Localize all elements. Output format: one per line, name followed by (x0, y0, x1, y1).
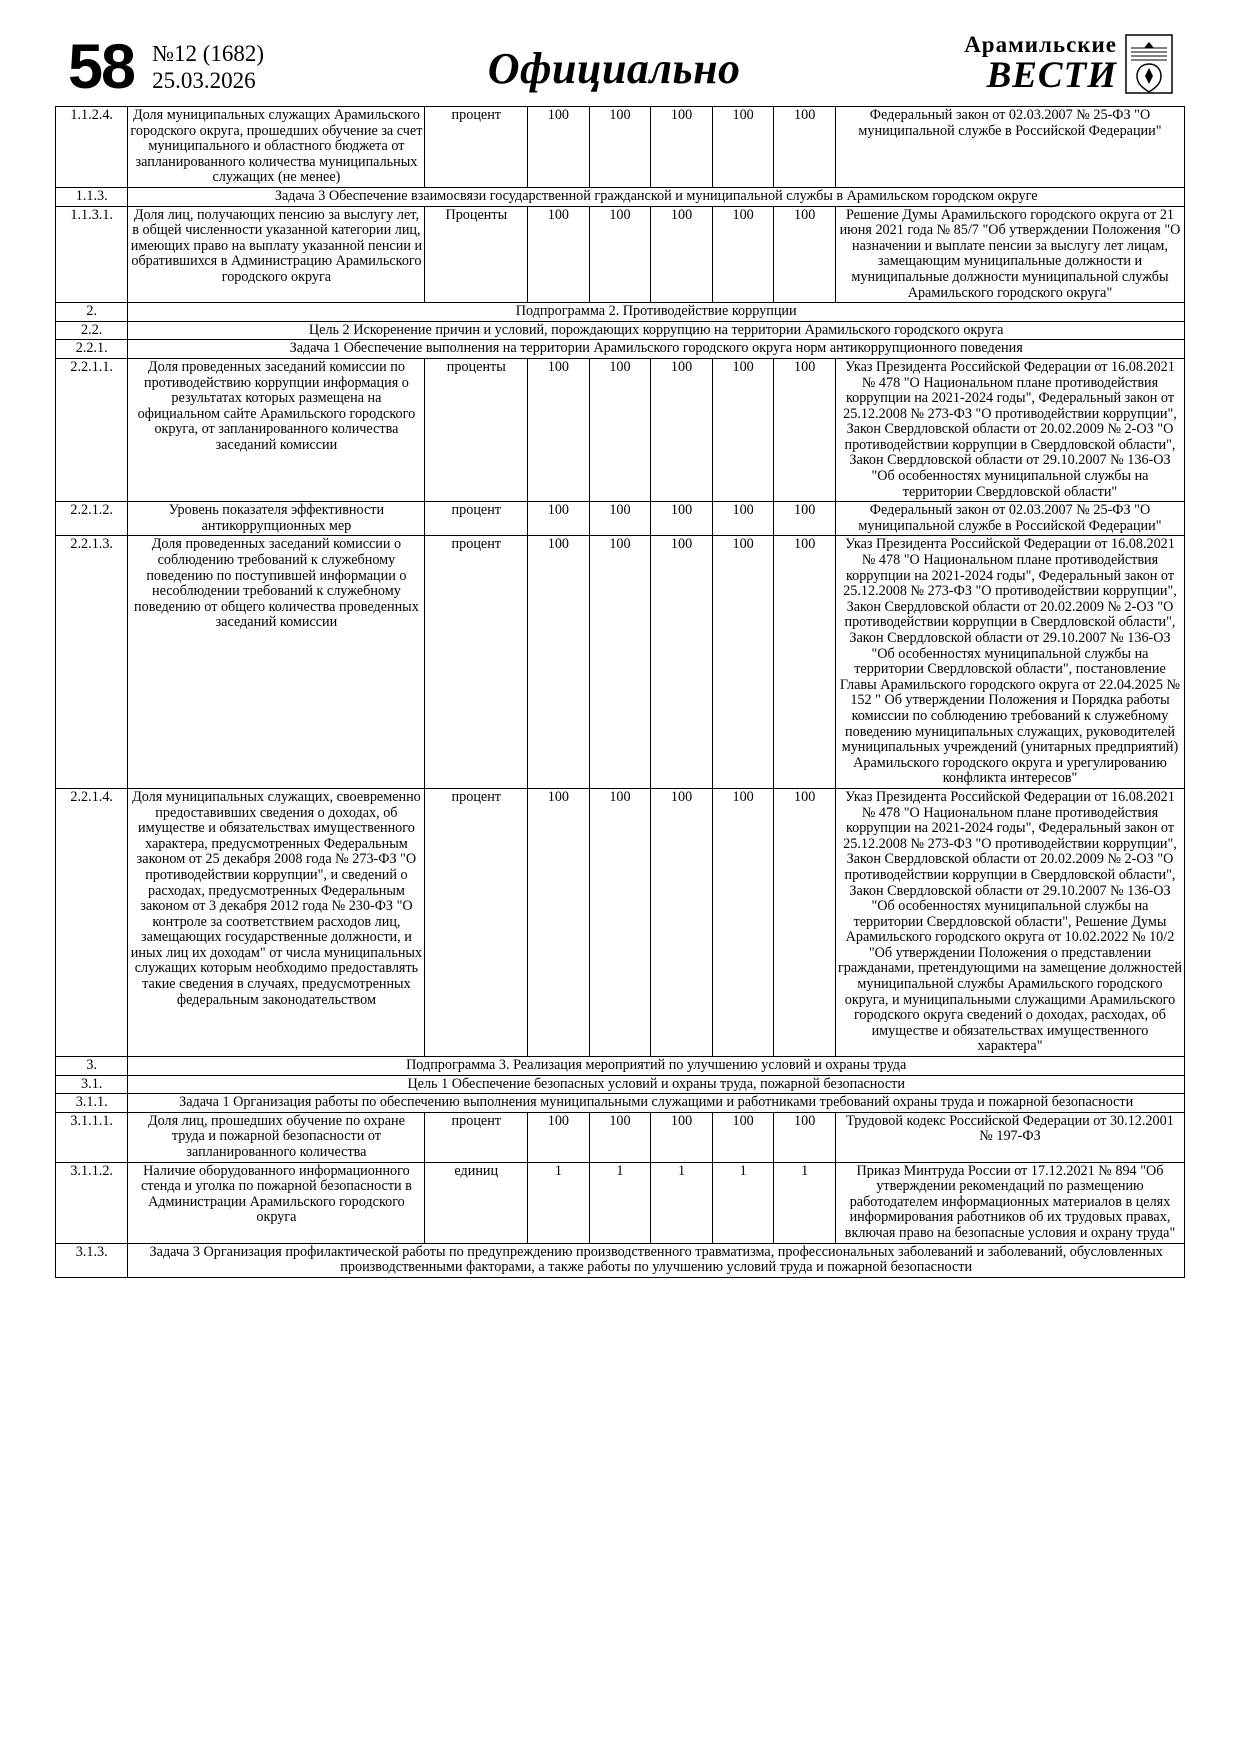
indicators-table-wrap (0, 96, 1241, 1278)
indicator-value: 100 (651, 206, 713, 303)
section-heading-cell: Задача 1 Организация работы по обеспечению выполнения муниципальными служащими и работниками требований охраны труда и пожарной безопасности (128, 1094, 1185, 1113)
indicator-value: 100 (712, 358, 774, 501)
indicator-value: 1 (774, 1162, 836, 1243)
indicator-source: Приказ Минтруда России от 17.12.2021 № 894 "Об утверждении рекомендаций по размещению работодателем информационных материалов в целях информирования работников об их трудовых правах, включая право на безопасные условия и охрану труда" (835, 1162, 1184, 1243)
indicator-value: 100 (528, 206, 590, 303)
indicator-value: 100 (712, 502, 774, 536)
indicator-source: Указ Президента Российской Федерации от 16.08.2021 № 478 "О Национальном плане противодействия коррупции на 2021-2024 годы", Федеральный закон от 25.12.2008 № 273-ФЗ "О противодействии коррупции", Закон Свердловской области от 20.02.2009 № 2-ОЗ "О противодействии коррупции в Свердловской области", Закон Свердловской области от 29.10.2007 № 136-ОЗ "Об особенностях муниципальной службы на территории Свердловской области" (835, 358, 1184, 501)
indicator-unit: проценты (425, 358, 528, 501)
section-heading-cell: Задача 1 Обеспечение выполнения на территории Арамильского городского округа норм антикоррупционного поведения (128, 340, 1185, 359)
indicator-value: 100 (589, 358, 651, 501)
indicator-value: 1 (589, 1162, 651, 1243)
indicator-source: Федеральный закон от 02.03.2007 № 25-ФЗ "О муниципальной службе в Российской Федерации" (835, 502, 1184, 536)
masthead (0, 0, 1241, 102)
row-index: 2.2.1.2. (56, 502, 128, 536)
indicator-value: 100 (774, 1112, 836, 1162)
indicator-value: 100 (589, 502, 651, 536)
indicator-unit: процент (425, 536, 528, 789)
row-index: 3.1.3. (56, 1243, 128, 1277)
row-index: 1.1.3. (56, 187, 128, 206)
indicator-value: 100 (712, 1112, 774, 1162)
indicator-name: Доля лиц, прошедших обучение по охране труда и пожарной безопасности от запланированного количества (128, 1112, 425, 1162)
table-row (56, 1162, 1185, 1243)
indicator-value: 100 (712, 107, 774, 188)
indicator-value: 1 (528, 1162, 590, 1243)
table-row (56, 358, 1185, 501)
table-row (56, 303, 1185, 322)
indicator-value: 100 (774, 107, 836, 188)
indicator-value: 100 (774, 788, 836, 1056)
row-index: 3.1.1. (56, 1094, 128, 1113)
indicator-name: Доля лиц, получающих пенсию за выслугу лет, в общей численности указанной категории лиц, имеющих право на выплату указанной пенсии и обратившихся в Администрацию Арамильского городского округа (128, 206, 425, 303)
indicator-value: 1 (651, 1162, 713, 1243)
brand-text (964, 33, 1117, 94)
indicator-value: 100 (528, 1112, 590, 1162)
section-title: Официально (487, 44, 741, 93)
indicator-unit: процент (425, 1112, 528, 1162)
table-row (56, 321, 1185, 340)
coat-of-arms-icon (1125, 34, 1173, 94)
table-body (56, 107, 1185, 1278)
section-heading-cell: Цель 1 Обеспечение безопасных условий и охраны труда, пожарной безопасности (128, 1075, 1185, 1094)
indicator-value: 100 (589, 788, 651, 1056)
indicator-value: 100 (774, 536, 836, 789)
row-index: 2.2.1.3. (56, 536, 128, 789)
row-index: 3.1.1.1. (56, 1112, 128, 1162)
indicator-source: Трудовой кодекс Российской Федерации от 30.12.2001 № 197-ФЗ (835, 1112, 1184, 1162)
row-index: 2.2.1.1. (56, 358, 128, 501)
row-index: 3.1. (56, 1075, 128, 1094)
indicator-value: 100 (651, 788, 713, 1056)
indicator-source: Решение Думы Арамильского городского округа от 21 июня 2021 года № 85/7 "Об утверждении Положения "О назначении и выплате пенсии за выслугу лет лицам, замещающим муниципальные должности и муниципальные должности муниципальной службы Арамильского городского округа" (835, 206, 1184, 303)
indicator-value: 100 (774, 502, 836, 536)
indicator-value: 1 (712, 1162, 774, 1243)
table-row (56, 1057, 1185, 1076)
row-index: 1.1.2.4. (56, 107, 128, 188)
indicators-table (55, 106, 1185, 1278)
indicator-value: 100 (589, 206, 651, 303)
indicator-value: 100 (528, 358, 590, 501)
indicator-unit: процент (425, 107, 528, 188)
indicator-value: 100 (651, 502, 713, 536)
indicator-value: 100 (528, 788, 590, 1056)
page-number: 58 (68, 32, 135, 102)
indicator-value: 100 (712, 206, 774, 303)
indicator-source: Указ Президента Российской Федерации от 16.08.2021 № 478 "О Национальном плане противодействия коррупции на 2021-2024 годы", Федеральный закон от 25.12.2008 № 273-ФЗ "О противодействии коррупции", Закон Свердловской области от 20.02.2009 № 2-ОЗ "О противодействии коррупции в Свердловской области", Закон Свердловской области от 29.10.2007 № 136-ОЗ "Об особенностях муниципальной службы на территории Свердловской области", Решение Думы Арамильского городского округа от 10.02.2022 № 10/2 "Об утверждении Положения о представлении гражданами, претендующими на замещение должностей муниципальной службы Арамильского городского округа, и муниципальными служащими Арамильского городского округа сведений о доходах, расходах, об имуществе и обязательствах имущественного характера" (835, 788, 1184, 1056)
row-index: 3. (56, 1057, 128, 1076)
indicator-name: Доля проведенных заседаний комиссии по противодействию коррупции информация о результатах которых размещена на официальном сайте Арамильского городского округа, от запланированного количества заседаний комиссии (128, 358, 425, 501)
indicator-name: Доля муниципальных служащих Арамильского городского округа, прошедших обучение за счет муниципального и областного бюджета от запланированного количества муниципальных служащих (не менее) (128, 107, 425, 188)
indicator-name: Доля муниципальных служащих, своевременно предоставивших сведения о доходах, об имуществе и обязательствах имущественного характера, предусмотренных Федеральным законом от 25 декабря 2008 года № 273-ФЗ "О противодействии коррупции", и сведений о расходах, предусмотренных Федеральным законом от 3 декабря 2012 года № 230-ФЗ "О контроле за соответствием расходов лиц, замещающих государственные должности, и иных лиц их доходам" от числа муниципальных служащих которым необходимо предоставлять такие сведения в случаях, предусмотренных федеральным законодательством (128, 788, 425, 1056)
indicator-value: 100 (589, 1112, 651, 1162)
issue-date: 25.03.2026 (152, 68, 256, 93)
indicator-name: Уровень показателя эффективности антикоррупционных мер (128, 502, 425, 536)
table-row (56, 187, 1185, 206)
row-index: 1.1.3.1. (56, 206, 128, 303)
row-index: 2. (56, 303, 128, 322)
brand-name-bottom: ВЕСТИ (986, 55, 1117, 96)
indicator-value: 100 (528, 502, 590, 536)
indicator-source: Указ Президента Российской Федерации от 16.08.2021 № 478 "О Национальном плане противодействия коррупции на 2021-2024 годы", Федеральный закон от 25.12.2008 № 273-ФЗ "О противодействии коррупции", Закон Свердловской области от 20.02.2009 № 2-ОЗ "О противодействии коррупции в Свердловской области", Закон Свердловской области от 29.10.2007 № 136-ОЗ "Об особенностях муниципальной службы на территории Свердловской области", постановление Главы Арамильского городского округа от 22.04.2025 № 152 " Об утверждении Положения и Порядка работы комиссии по соблюдению требований к служебному поведению муниципальных служащих, руководителей муниципальных учреждений (унитарных предприятий) Арамильского городского округа и урегулированию конфликта интересов" (835, 536, 1184, 789)
row-index: 2.2.1.4. (56, 788, 128, 1056)
table-row (56, 107, 1185, 188)
indicator-name: Доля проведенных заседаний комиссии о соблюдению требований к служебному поведению по поступившей информации о несоблюдении требований к служебному поведению от общего количества проведенных заседаний комиссии (128, 536, 425, 789)
indicator-value: 100 (651, 1112, 713, 1162)
indicator-value: 100 (528, 107, 590, 188)
table-row (56, 340, 1185, 359)
indicator-value: 100 (528, 536, 590, 789)
indicator-value: 100 (651, 536, 713, 789)
indicator-value: 100 (589, 107, 651, 188)
row-index: 2.2.1. (56, 340, 128, 359)
table-row (56, 788, 1185, 1056)
section-heading-cell: Задача 3 Организация профилактической работы по предупреждению производственного травматизма, профессиональных заболеваний и заболеваний, обусловленных производственными факторами, а также работы по улучшению условий труда и пожарной безопасности (128, 1243, 1185, 1277)
indicator-source: Федеральный закон от 02.03.2007 № 25-ФЗ "О муниципальной службе в Российской Федерации" (835, 107, 1184, 188)
issue-number: №12 (1682) (152, 41, 265, 66)
indicator-unit: Проценты (425, 206, 528, 303)
indicator-name: Наличие оборудованного информационного стенда и уголка по пожарной безопасности в Администрации Арамильского городского округа (128, 1162, 425, 1243)
row-index: 3.1.1.2. (56, 1162, 128, 1243)
table-row (56, 206, 1185, 303)
table-row (56, 1112, 1185, 1162)
indicator-value: 100 (651, 107, 713, 188)
indicator-value: 100 (774, 206, 836, 303)
table-row (56, 1094, 1185, 1113)
section-heading-cell: Подпрограмма 2. Противодействие коррупции (128, 303, 1185, 322)
issue-info (152, 40, 264, 96)
indicator-unit: процент (425, 788, 528, 1056)
indicator-value: 100 (651, 358, 713, 501)
table-row (56, 536, 1185, 789)
row-index: 2.2. (56, 321, 128, 340)
indicator-value: 100 (589, 536, 651, 789)
section-heading-cell: Подпрограмма 3. Реализация мероприятий по улучшению условий и охраны труда (128, 1057, 1185, 1076)
brand-name-top: Арамильские (964, 32, 1117, 57)
indicator-unit: процент (425, 502, 528, 536)
table-row (56, 1243, 1185, 1277)
table-row (56, 1075, 1185, 1094)
indicator-value: 100 (774, 358, 836, 501)
indicator-value: 100 (712, 536, 774, 789)
newspaper-logo (964, 33, 1173, 96)
indicator-value: 100 (712, 788, 774, 1056)
table-row (56, 502, 1185, 536)
section-heading-cell: Задача 3 Обеспечение взаимосвязи государственной гражданской и муниципальной службы в Арамильском городском округе (128, 187, 1185, 206)
section-heading-cell: Цель 2 Искоренение причин и условий, порождающих коррупцию на территории Арамильского городского округа (128, 321, 1185, 340)
indicator-unit: единиц (425, 1162, 528, 1243)
